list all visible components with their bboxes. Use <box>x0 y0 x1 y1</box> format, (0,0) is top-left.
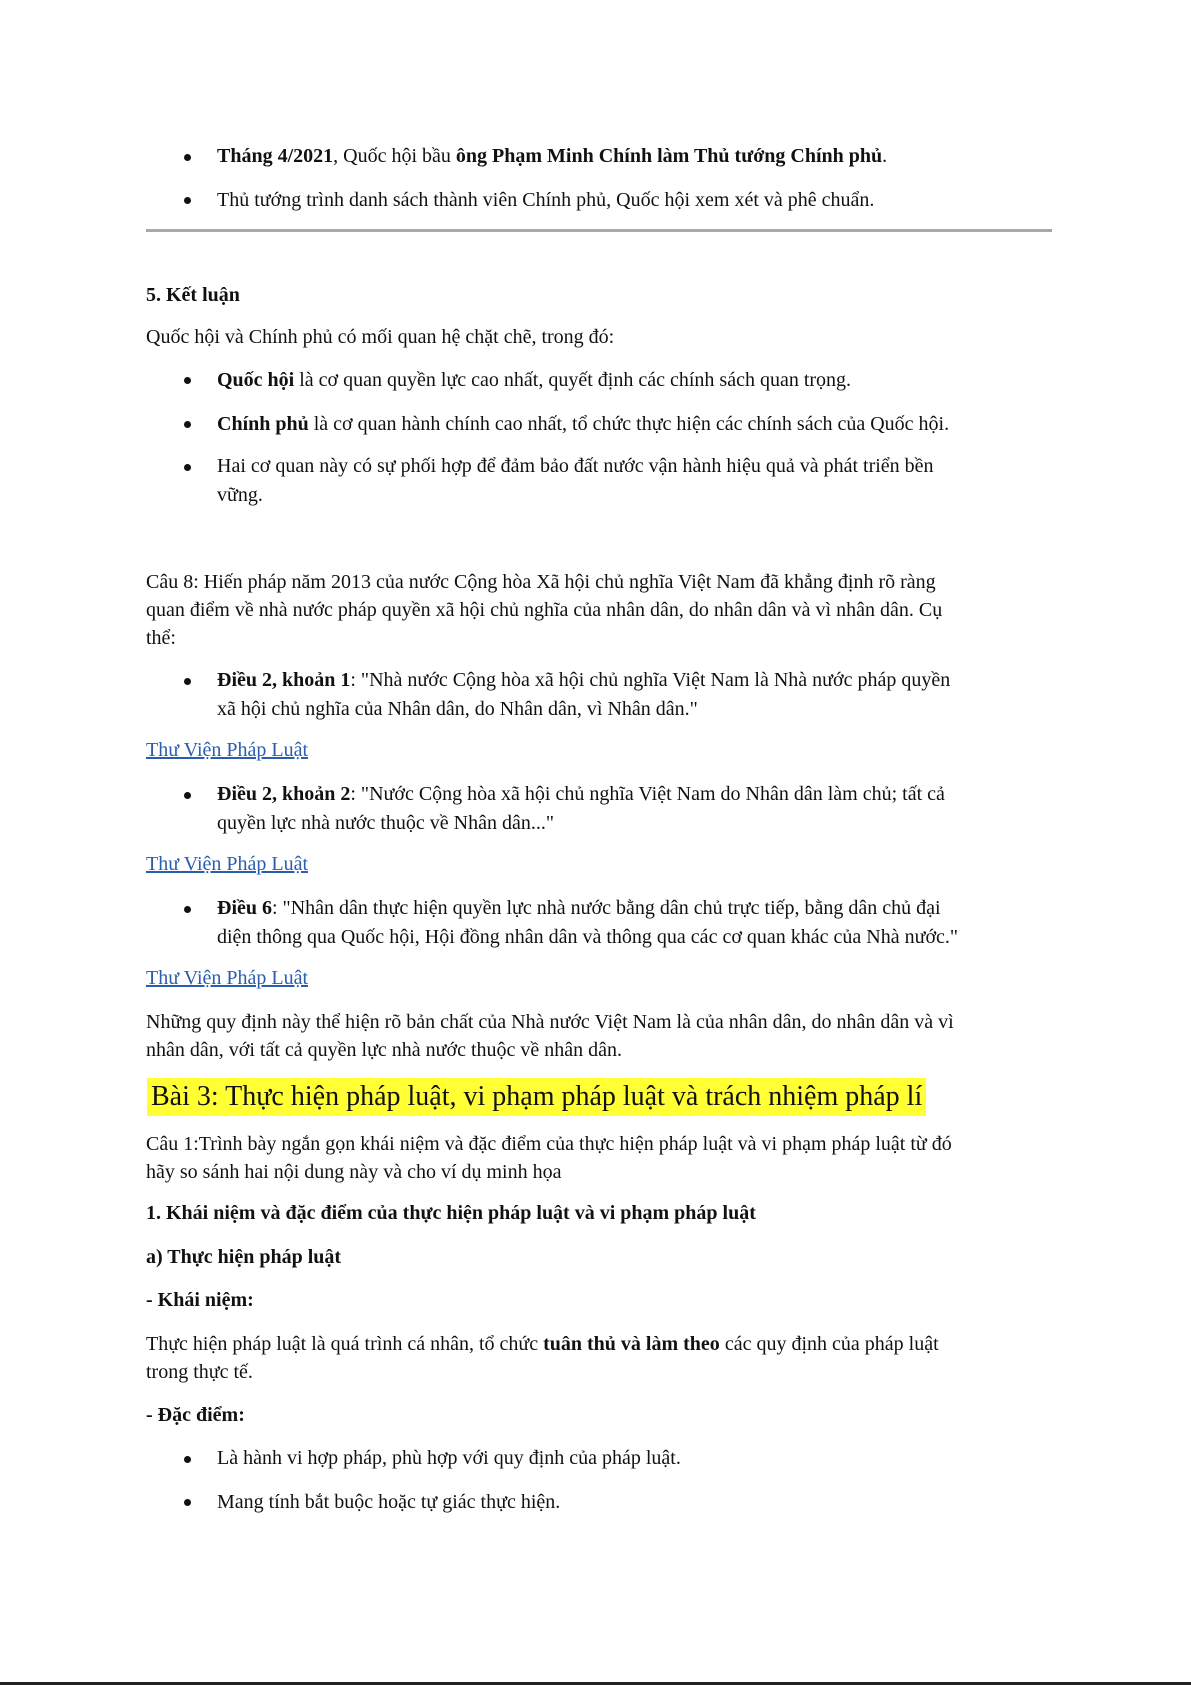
bullet-dot <box>184 1499 191 1506</box>
bold-text: Chính phủ <box>217 413 309 435</box>
list-item-text: : "Nhân dân thực hiện quyền lực nhà nước bằng dân chủ trực tiếp, bằng dân chủ đại <box>272 897 941 919</box>
bold-text: Điều 6 <box>217 897 272 919</box>
list-item: Mang tính bắt buộc hoặc tự giác thực hiện. <box>217 1491 561 1513</box>
paragraph: Quốc hội và Chính phủ có mối quan hệ chặt chẽ, trong đó: <box>146 326 615 348</box>
paragraph-line: hãy so sánh hai nội dung này và cho ví dụ minh họa <box>146 1161 562 1183</box>
list-item-text: : "Nhà nước Cộng hòa xã hội chủ nghĩa Việt Nam là Nhà nước pháp quyền <box>350 669 951 691</box>
bullet-dot <box>184 906 191 913</box>
bold-text: Điều 2, khoản 2 <box>217 783 351 805</box>
list-item-line <box>217 666 950 694</box>
definition-text: Thực hiện pháp luật là quá trình cá nhân, tổ chức <box>146 1333 544 1355</box>
list-item: Là hành vi hợp pháp, phù hợp với quy định của pháp luật. <box>217 1447 681 1469</box>
horizontal-divider <box>146 229 1052 232</box>
list-item-text: Thủ tướng trình danh sách thành viên Chính phủ, Quốc hội xem xét và phê chuẩn. <box>217 189 875 211</box>
subheading-khai-niem: - Khái niệm: <box>146 1289 254 1311</box>
bullet-dot <box>184 1456 191 1463</box>
section-heading: 5. Kết luận <box>146 284 240 306</box>
definition-text: các quy định của pháp luật <box>719 1333 939 1355</box>
source-link[interactable]: Thư Viện Pháp Luật <box>146 853 309 875</box>
list-item-line: Hai cơ quan này có sự phối hợp để đảm bảo đất nước vận hành hiệu quả và phát triển bền <box>217 455 934 477</box>
bold-text: Tháng 4/2021 <box>217 145 334 167</box>
paragraph-line: Câu 1:Trình bày ngắn gọn khái niệm và đặc điểm của thực hiện pháp luật và vi phạm pháp luật từ đó <box>146 1133 952 1155</box>
list-item <box>217 410 949 438</box>
source-link[interactable]: Thư Viện Pháp Luật <box>146 739 309 761</box>
subsection-heading: a) Thực hiện pháp luật <box>146 1246 342 1268</box>
paragraph-line: quan điểm về nhà nước pháp quyền xã hội chủ nghĩa của nhân dân, do nhân dân và vì nhân dân. Cụ <box>146 599 943 621</box>
bullet-dot <box>184 464 191 471</box>
list-item-text: : "Nước Cộng hòa xã hội chủ nghĩa Việt Nam do Nhân dân làm chủ; tất cả <box>350 783 945 805</box>
section-heading: 1. Khái niệm và đặc điểm của thực hiện pháp luật và vi phạm pháp luật <box>146 1202 756 1224</box>
paragraph-line: nhân dân, với tất cả quyền lực nhà nước thuộc về nhân dân. <box>146 1039 623 1061</box>
list-item-line: diện thông qua Quốc hội, Hội đồng nhân dân và thông qua các cơ quan khác của Nhà nước." <box>217 926 959 948</box>
list-item-line: xã hội chủ nghĩa của Nhân dân, do Nhân dân, vì Nhân dân." <box>217 698 698 720</box>
list-item-text: . <box>882 145 888 167</box>
bullet-dot <box>184 678 191 685</box>
list-item-line: vững. <box>217 484 263 506</box>
paragraph-line: trong thực tế. <box>146 1361 253 1383</box>
list-item-line: quyền lực nhà nước thuộc về Nhân dân..." <box>217 812 554 834</box>
list-item-text: là cơ quan quyền lực cao nhất, quyết định các chính sách quan trọng. <box>294 369 852 391</box>
bullet-dot <box>184 377 191 384</box>
bold-text: Điều 2, khoản 1 <box>217 669 351 691</box>
paragraph-line: Những quy định này thể hiện rõ bản chất của Nhà nước Việt Nam là của nhân dân, do nhân dân và vì <box>146 1011 954 1033</box>
list-item-line <box>217 780 945 808</box>
bullet-dot <box>184 421 191 428</box>
bullet-dot <box>184 154 191 161</box>
list-item <box>217 366 851 394</box>
bold-text: Quốc hội <box>217 369 295 391</box>
paragraph-line: thể: <box>146 627 176 649</box>
list-item-text: , Quốc hội bầu <box>333 145 456 167</box>
bullet-dot <box>184 197 191 204</box>
bullet-dot <box>184 792 191 799</box>
paragraph-line <box>146 1330 939 1358</box>
bold-text: ông Phạm Minh Chính làm Thủ tướng Chính phủ <box>455 145 883 167</box>
paragraph-line: Câu 8: Hiến pháp năm 2013 của nước Cộng hòa Xã hội chủ nghĩa Việt Nam đã khẳng định rõ ràng <box>146 571 936 593</box>
list-item-text: là cơ quan hành chính cao nhất, tổ chức thực hiện các chính sách của Quốc hội. <box>308 413 950 435</box>
list-item <box>217 186 874 214</box>
subheading-dac-diem: - Đặc điểm: <box>146 1404 245 1426</box>
lesson-title-highlight: Bài 3: Thực hiện pháp luật, vi phạm pháp luật và trách nhiệm pháp lí <box>147 1078 926 1116</box>
list-item <box>217 142 887 170</box>
bold-text: tuân thủ và làm theo <box>543 1333 720 1355</box>
source-link[interactable]: Thư Viện Pháp Luật <box>146 967 309 989</box>
list-item-line <box>217 894 941 922</box>
